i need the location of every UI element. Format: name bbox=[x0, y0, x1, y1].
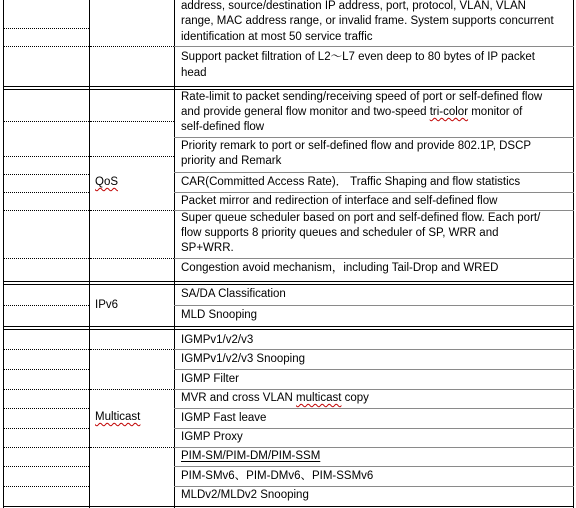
text-line: identification at most 50 service traffic bbox=[181, 31, 373, 43]
text-line: priority and Remark bbox=[181, 155, 282, 167]
text-segment: monitor of bbox=[468, 106, 523, 118]
category-label-multicast: Multicast bbox=[95, 411, 141, 423]
multicast-item: PIM-SM/PIM-DM/PIM-SSM bbox=[181, 450, 321, 462]
text-line: address, source/destination IP address, port, protocol, VLAN, VLAN bbox=[181, 0, 526, 12]
text-segment: and provide general flow monitor and two-speed bbox=[181, 106, 430, 118]
text-segment: tri-color bbox=[429, 106, 469, 118]
text-line: CAR(Committed Access Rate)． Traffic Shaping and flow statistics bbox=[181, 176, 521, 188]
text-line: Super queue scheduler based on port and self-defined flow. Each port/ bbox=[181, 212, 541, 224]
multicast-item: IGMP Proxy bbox=[181, 431, 243, 443]
text-line: Congestion avoid mechanism，including Tail-Drop and WRED bbox=[181, 262, 499, 274]
text-line: self-defined flow bbox=[181, 121, 265, 133]
text-segment: MVR and cross VLAN bbox=[181, 392, 297, 404]
multicast-item: IGMPv1/v2/v3 bbox=[181, 334, 254, 346]
text-line bbox=[181, 105, 522, 120]
text-line: flow supports 8 priority queues and scheduler of SP, WRR and bbox=[181, 227, 499, 239]
text-segment: multicast bbox=[296, 392, 342, 404]
category-label-qos: QoS bbox=[95, 176, 119, 188]
multicast-item: IGMPv1/v2/v3 Snooping bbox=[181, 353, 306, 365]
text-line: Packet mirror and redirection of interface and self-defined flow bbox=[181, 195, 498, 207]
text-line: Support packet filtration of L2〜L7 even deep to 80 bytes of IP packet bbox=[181, 51, 535, 63]
ipv6-item: SA/DA Classification bbox=[181, 288, 286, 300]
ipv6-item: MLD Snooping bbox=[181, 309, 258, 321]
text-line: range, MAC address range, or invalid frame. System supports concurrent bbox=[181, 15, 554, 27]
multicast-item: IGMP Fast leave bbox=[181, 412, 267, 424]
text-segment: copy bbox=[341, 392, 369, 404]
multicast-item: IGMP Filter bbox=[181, 373, 239, 385]
multicast-item: PIM-SMv6、PIM-DMv6、PIM-SSMv6 bbox=[181, 470, 374, 482]
text-line: Rate-limit to packet sending/receiving speed of port or self-defined flow bbox=[181, 91, 543, 103]
text-line: head bbox=[181, 67, 207, 79]
text-line: SP+WRR. bbox=[181, 242, 234, 254]
text-line: Priority remark to port or self-defined flow and provide 802.1P, DSCP bbox=[181, 140, 532, 152]
category-label-ipv6: IPv6 bbox=[95, 299, 119, 311]
multicast-item bbox=[181, 391, 369, 406]
multicast-item: MLDv2/MLDv2 Snooping bbox=[181, 489, 309, 501]
